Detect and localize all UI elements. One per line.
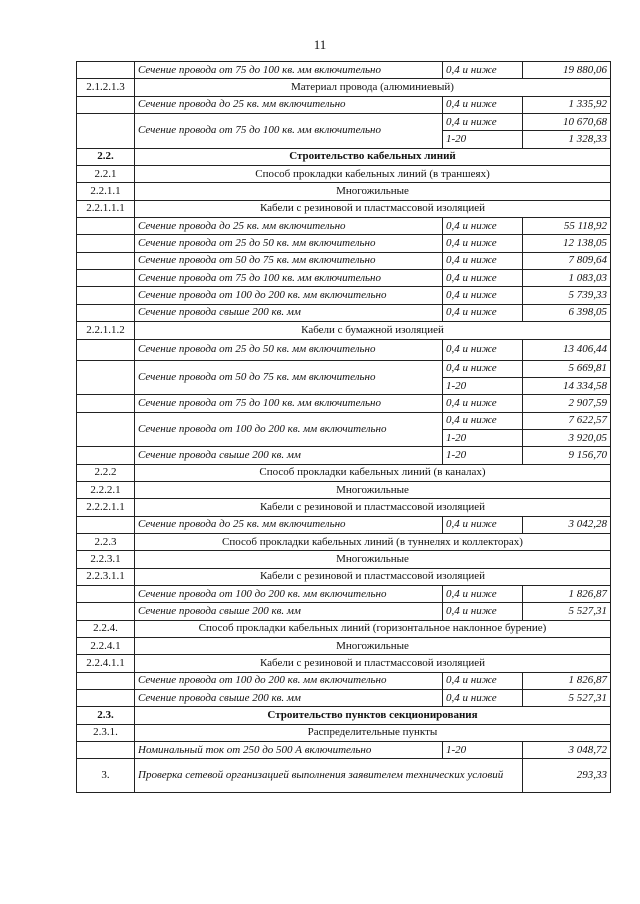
row-heading: Способ прокладки кабельных линий (в каналах): [135, 464, 611, 481]
row-description: Сечение провода от 75 до 100 кв. мм включительно: [135, 114, 443, 149]
table-row: [77, 114, 611, 131]
row-voltage: 0,4 и ниже: [443, 252, 523, 269]
row-heading: Способ прокладки кабельных линий (в траншеях): [135, 166, 611, 183]
row-description: Номинальный ток от 250 до 500 А включительно: [135, 742, 443, 759]
row-heading: Кабели с резиновой и пластмассовой изоляцией: [135, 568, 611, 585]
row-rate: 1 335,92: [523, 96, 611, 113]
row-number: 2.1.2.1.3: [77, 79, 135, 96]
row-number: 2.2.1.1.1: [77, 200, 135, 217]
table-row: [77, 304, 611, 321]
row-rate: 6 398,05: [523, 304, 611, 321]
table-row: [77, 412, 611, 429]
row-voltage: 0,4 и ниже: [443, 516, 523, 533]
row-voltage: 0,4 и ниже: [443, 235, 523, 252]
row-number: 2.2.4.1.1: [77, 655, 135, 672]
row-voltage: 1-20: [443, 377, 523, 394]
row-description: Сечение провода от 100 до 200 кв. мм включительно: [135, 412, 443, 447]
row-voltage: 0,4 и ниже: [443, 270, 523, 287]
row-rate: 12 138,05: [523, 235, 611, 252]
row-rate: 2 907,59: [523, 395, 611, 412]
row-description: Сечение провода свыше 200 кв. мм: [135, 304, 443, 321]
table-row: [77, 96, 611, 113]
row-voltage: 0,4 и ниже: [443, 96, 523, 113]
row-voltage: 0,4 и ниже: [443, 339, 523, 360]
row-heading: Строительство кабельных линий: [135, 148, 611, 165]
table-row: [77, 603, 611, 620]
page-number: 11: [313, 37, 327, 52]
row-rate: 9 156,70: [523, 447, 611, 464]
row-voltage: 0,4 и ниже: [443, 218, 523, 235]
row-number-cell: [77, 270, 135, 287]
row-number-cell: [77, 252, 135, 269]
tariff-table: [76, 61, 611, 793]
subheading-row: [77, 533, 611, 550]
table-row: [77, 270, 611, 287]
row-description: Сечение провода свыше 200 кв. мм: [135, 690, 443, 707]
row-voltage: 1-20: [443, 742, 523, 759]
row-number: 3.: [77, 759, 135, 793]
row-rate: 1 826,87: [523, 672, 611, 689]
row-heading: Способ прокладки кабельных линий (горизонтальное наклонное бурение): [135, 620, 611, 637]
table-row: [77, 339, 611, 360]
subheading-row: [77, 322, 611, 339]
row-voltage: 1-20: [443, 131, 523, 148]
row-description: Сечение провода от 75 до 100 кв. мм включительно: [135, 395, 443, 412]
row-rate: 7 622,57: [523, 412, 611, 429]
row-number-cell: [77, 412, 135, 447]
row-heading: Способ прокладки кабельных линий (в туннелях и коллекторах): [135, 533, 611, 550]
row-description: Сечение провода свыше 200 кв. мм: [135, 603, 443, 620]
row-rate: 5 527,31: [523, 603, 611, 620]
row-description: Сечение провода от 75 до 100 кв. мм включительно: [135, 62, 443, 79]
row-voltage: 0,4 и ниже: [443, 672, 523, 689]
row-number: 2.3.1.: [77, 724, 135, 741]
subheading-row: [77, 183, 611, 200]
row-rate: 10 670,68: [523, 114, 611, 131]
row-voltage: 1-20: [443, 429, 523, 446]
row-description: Сечение провода от 75 до 100 кв. мм включительно: [135, 270, 443, 287]
row-number-cell: [77, 447, 135, 464]
row-number: 2.2.2: [77, 464, 135, 481]
row-description: Сечение провода свыше 200 кв. мм: [135, 447, 443, 464]
row-description: Сечение провода от 100 до 200 кв. мм включительно: [135, 672, 443, 689]
row-number: 2.2.2.1.1: [77, 499, 135, 516]
row-number-cell: [77, 742, 135, 759]
row-voltage: 0,4 и ниже: [443, 395, 523, 412]
row-number: 2.3.: [77, 707, 135, 724]
row-heading: Кабели с бумажной изоляцией: [135, 322, 611, 339]
row-number-cell: [77, 690, 135, 707]
row-heading: Кабели с резиновой и пластмассовой изоляцией: [135, 655, 611, 672]
row-number: 2.2.1: [77, 166, 135, 183]
row-number-cell: [77, 395, 135, 412]
row-rate: 19 880,06: [523, 62, 611, 79]
row-number-cell: [77, 96, 135, 113]
row-number-cell: [77, 603, 135, 620]
row-number: 2.2.3: [77, 533, 135, 550]
row-number: 2.2.4.: [77, 620, 135, 637]
table-row: [77, 447, 611, 464]
row-number: 2.2.4.1: [77, 638, 135, 655]
row-number: 2.2.3.1: [77, 551, 135, 568]
subheading-row: [77, 551, 611, 568]
subheading-row: [77, 499, 611, 516]
row-voltage: 0,4 и ниже: [443, 287, 523, 304]
row-number-cell: [77, 304, 135, 321]
row-voltage: 0,4 и ниже: [443, 690, 523, 707]
row-number-cell: [77, 585, 135, 602]
row-number-cell: [77, 235, 135, 252]
row-description: Сечение провода до 25 кв. мм включительно: [135, 218, 443, 235]
row-number: 2.2.: [77, 148, 135, 165]
subheading-row: [77, 638, 611, 655]
row-rate: 3 920,05: [523, 429, 611, 446]
table-row: [77, 252, 611, 269]
row-rate: 5 669,81: [523, 360, 611, 377]
table-row: [77, 759, 611, 793]
row-voltage: 0,4 и ниже: [443, 412, 523, 429]
table-row: [77, 287, 611, 304]
row-rate: 5 527,31: [523, 690, 611, 707]
row-rate: 3 048,72: [523, 742, 611, 759]
row-voltage: 0,4 и ниже: [443, 114, 523, 131]
row-heading: Кабели с резиновой и пластмассовой изоляцией: [135, 200, 611, 217]
table-row: [77, 672, 611, 689]
row-voltage: 0,4 и ниже: [443, 360, 523, 377]
row-rate: 14 334,58: [523, 377, 611, 394]
row-description: Сечение провода от 100 до 200 кв. мм включительно: [135, 287, 443, 304]
subheading-row: [77, 481, 611, 498]
row-number-cell: [77, 672, 135, 689]
table-row: [77, 516, 611, 533]
subheading-row: [77, 166, 611, 183]
row-rate: 293,33: [523, 759, 611, 793]
row-rate: 5 739,33: [523, 287, 611, 304]
row-description: Сечение провода до 25 кв. мм включительно: [135, 96, 443, 113]
row-heading: Многожильные: [135, 481, 611, 498]
row-description: Сечение провода от 100 до 200 кв. мм включительно: [135, 585, 443, 602]
row-heading: Многожильные: [135, 551, 611, 568]
subheading-row: [77, 79, 611, 96]
table-row: [77, 218, 611, 235]
subheading-row: [77, 568, 611, 585]
row-description: Сечение провода от 25 до 50 кв. мм включительно: [135, 339, 443, 360]
row-voltage: 0,4 и ниже: [443, 585, 523, 602]
row-description: Сечение провода от 25 до 50 кв. мм включительно: [135, 235, 443, 252]
row-heading: Кабели с резиновой и пластмассовой изоляцией: [135, 499, 611, 516]
row-heading: Строительство пунктов секционирования: [135, 707, 611, 724]
row-rate: 55 118,92: [523, 218, 611, 235]
row-number-cell: [77, 114, 135, 149]
row-number: 2.2.2.1: [77, 481, 135, 498]
row-description: Сечение провода от 50 до 75 кв. мм включительно: [135, 252, 443, 269]
table-row: [77, 235, 611, 252]
row-rate: 13 406,44: [523, 339, 611, 360]
subheading-row: [77, 620, 611, 637]
row-number: 2.2.1.1.2: [77, 322, 135, 339]
table-row: [77, 585, 611, 602]
row-voltage: 0,4 и ниже: [443, 62, 523, 79]
row-number-cell: [77, 218, 135, 235]
row-number-cell: [77, 62, 135, 79]
row-rate: 1 328,33: [523, 131, 611, 148]
table-row: [77, 742, 611, 759]
row-number-cell: [77, 339, 135, 360]
row-number-cell: [77, 516, 135, 533]
row-heading: Многожильные: [135, 183, 611, 200]
row-number: 2.2.1.1: [77, 183, 135, 200]
table-row: [77, 395, 611, 412]
subheading-row: [77, 655, 611, 672]
row-heading: Распределительные пункты: [135, 724, 611, 741]
section-heading-row: [77, 148, 611, 165]
row-description: Проверка сетевой организацией выполнения заявителем технических условий: [135, 759, 523, 793]
row-number-cell: [77, 360, 135, 395]
row-heading: Материал провода (алюминиевый): [135, 79, 611, 96]
subheading-row: [77, 724, 611, 741]
row-rate: 1 083,03: [523, 270, 611, 287]
row-number: 2.2.3.1.1: [77, 568, 135, 585]
row-rate: 3 042,28: [523, 516, 611, 533]
table-row: [77, 360, 611, 377]
row-heading: Многожильные: [135, 638, 611, 655]
section-heading-row: [77, 707, 611, 724]
row-voltage: 1-20: [443, 447, 523, 464]
row-description: Сечение провода от 50 до 75 кв. мм включительно: [135, 360, 443, 395]
row-number-cell: [77, 287, 135, 304]
row-voltage: 0,4 и ниже: [443, 603, 523, 620]
table-row: [77, 62, 611, 79]
subheading-row: [77, 200, 611, 217]
row-voltage: 0,4 и ниже: [443, 304, 523, 321]
table-row: [77, 690, 611, 707]
row-description: Сечение провода до 25 кв. мм включительно: [135, 516, 443, 533]
subheading-row: [77, 464, 611, 481]
row-rate: 1 826,87: [523, 585, 611, 602]
row-rate: 7 809,64: [523, 252, 611, 269]
